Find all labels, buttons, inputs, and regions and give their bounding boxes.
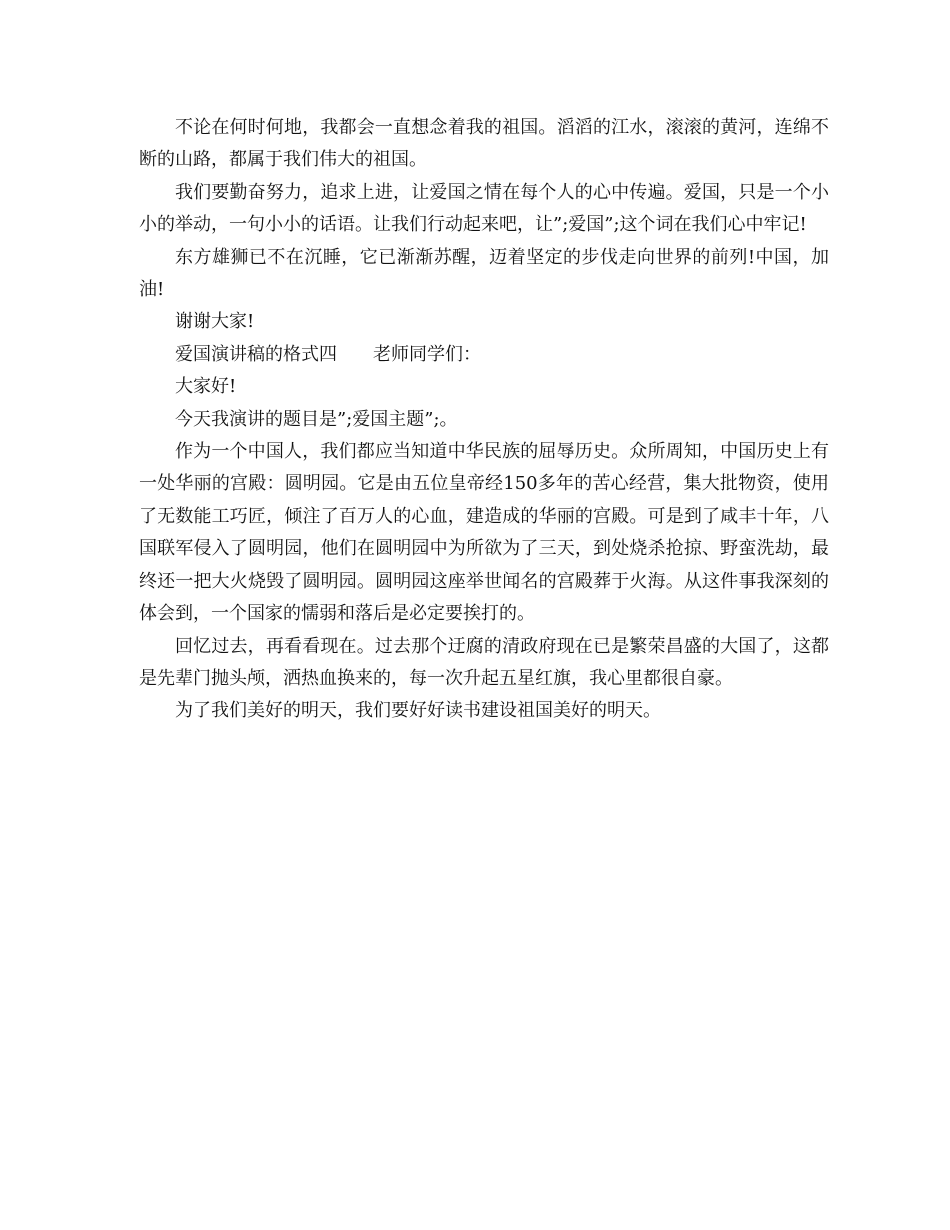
paragraph-thanks: 谢谢大家! bbox=[175, 311, 255, 333]
paragraph-missing-motherland: 不论在何时何地，我都会一直想念着我的祖国。滔滔的江水，滚滚的黄河，连绵不断的山路，都属于我们伟大的祖国。 bbox=[139, 117, 829, 171]
paragraph-speech-topic: 今天我演讲的题目是”;爱国主题”;。 bbox=[175, 408, 458, 430]
paragraph-past-and-present: 回忆过去，再看看现在。过去那个迂腐的清政府现在已是繁荣昌盛的大国了，这都是先辈门抛头颅，洒热血换来的，每一次升起五星红旗，我心里都很自豪。 bbox=[139, 635, 829, 689]
section-heading-format-four: 爱国演讲稿的格式四 老师同学们： bbox=[175, 343, 481, 365]
paragraph-greeting: 大家好! bbox=[175, 376, 237, 398]
paragraph-work-hard: 我们要勤奋努力，追求上进，让爱国之情在每个人的心中传遍。爱国，只是一个小小的举动，一句小小的话语。让我们行动起来吧，让”;爱国”;这个词在我们心中牢记! bbox=[139, 181, 829, 236]
paragraph-better-tomorrow: 为了我们美好的明天，我们要好好读书建设祖国美好的明天。 bbox=[175, 700, 661, 722]
paragraph-eastern-lion: 东方雄狮已不在沉睡，它已渐渐苏醒，迈着坚定的步伐走向世界的前列!中国，加油! bbox=[139, 246, 829, 301]
paragraph-yuanmingyuan-history: 作为一个中国人，我们都应当知道中华民族的屈辱历史。众所周知，中国历史上有一处华丽的宫殿：圆明园。它是由五位皇帝经150多年的苦心经营，集大批物资，使用了无数能工巧匠，倾注了百万人的心血，建造成的华丽的宫殿。可是到了咸丰十年，八国联军侵入了圆明园，他们在圆明园中为所欲为了三天，到处烧杀抢掠、野蛮洗劫，最终还一把大火烧毁了圆明园。圆明园这座举世闻名的宫殿葬于火海。从这件事我深刻的体会到，一个国家的懦弱和落后是必定要挨打的。 bbox=[139, 441, 829, 625]
document-body bbox=[139, 112, 829, 728]
